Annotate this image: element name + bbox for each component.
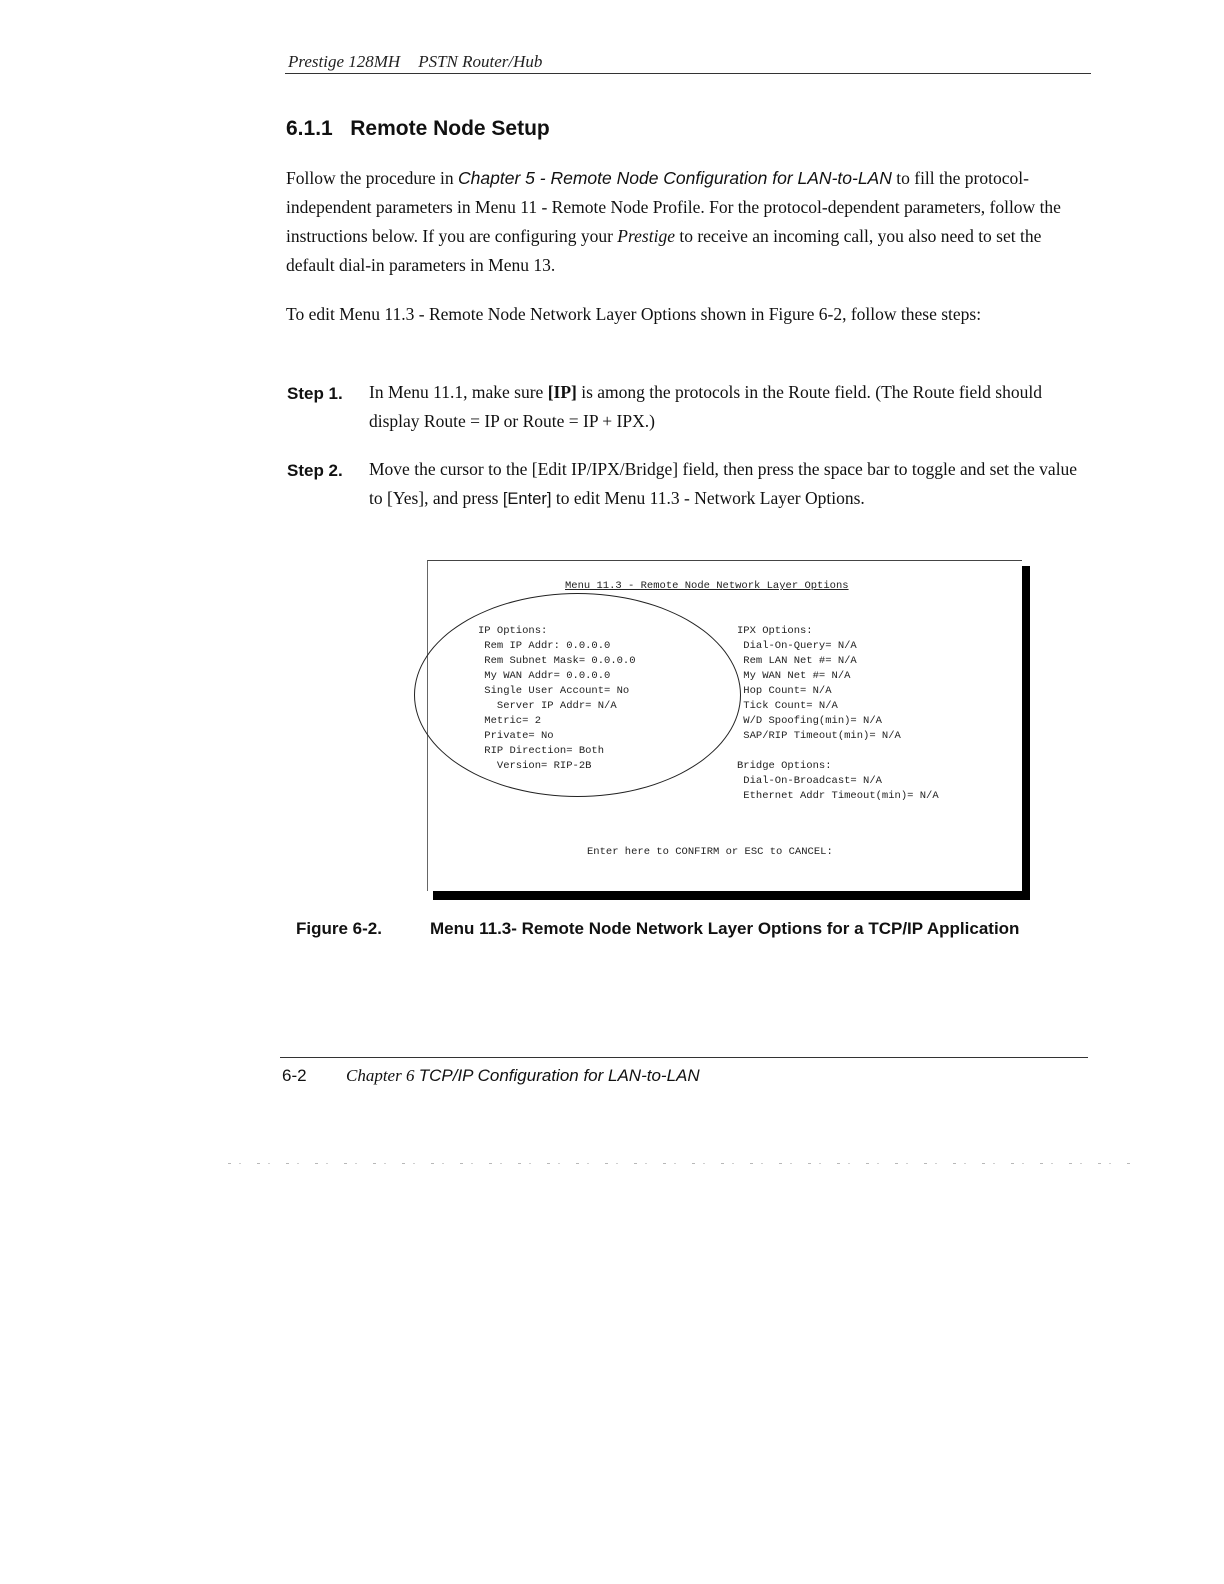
step-1-text bbox=[369, 378, 1094, 436]
figure-caption: Menu 11.3- Remote Node Network Layer Options for a TCP/IP Application bbox=[430, 919, 1020, 938]
footer-chapter bbox=[346, 1066, 700, 1086]
header-subtitle: PSTN Router/Hub bbox=[418, 52, 543, 71]
intro-text-c: to receive an incoming call, you also need to set the default dial-in parameters in Menu 13. bbox=[286, 226, 1042, 275]
screen-menu-title: Menu 11.3 - Remote Node Network Layer Options bbox=[565, 580, 849, 592]
header-product: Prestige 128MH bbox=[288, 52, 401, 71]
ip-options-block: IP Options: Rem IP Addr: 0.0.0.0 Rem Subnet Mask= 0.0.0.0 My WAN Addr= 0.0.0.0 Single User Account= No Server IP Addr= N/A Metric= 2 Private= No RIP Direction= Both Version= RIP-2B bbox=[478, 625, 636, 772]
footer-rule bbox=[280, 1057, 1088, 1058]
step-1-text-b: is among the protocols in the Route field. (The Route field should display Route = IP or Route = IP + IPX.) bbox=[369, 382, 1042, 431]
ipx-bridge-options-block: IPX Options: Dial-On-Query= N/A Rem LAN Net #= N/A My WAN Net #= N/A Hop Count= N/A Tick Count= N/A W/D Spoofing(min)= N/A SAP/RIP Timeout(min)= N/A Bridge Options: Dial-On-Broadcast= N/A Ethernet Addr Timeout(min)= N/A bbox=[737, 625, 939, 802]
figure-label: Figure 6-2. bbox=[296, 919, 382, 938]
step-2-enter-key: [Enter] bbox=[502, 490, 552, 508]
step-2-text bbox=[369, 455, 1094, 514]
intro-text-a: Follow the procedure in bbox=[286, 168, 459, 188]
footer-chapter-title: TCP/IP Configuration for LAN-to-LAN bbox=[418, 1066, 700, 1085]
chapter-reference: Chapter 5 - Remote Node Configuration for LAN-to-LAN bbox=[458, 168, 892, 188]
prestige-term: Prestige bbox=[617, 226, 675, 246]
section-title: Remote Node Setup bbox=[350, 117, 550, 140]
screen-shadow-bottom bbox=[433, 890, 1030, 900]
step-1-text-a: In Menu 11.1, make sure bbox=[369, 382, 548, 402]
confirm-prompt: Enter here to CONFIRM or ESC to CANCEL: bbox=[587, 846, 833, 858]
step-2-text-a: Move the cursor to the [Edit IP/IPX/Bridge] field, then press the space bar to toggle and set the value to [Yes], and press bbox=[369, 459, 1078, 508]
section-heading bbox=[286, 117, 550, 141]
step-2-label: Step 2. bbox=[287, 461, 343, 480]
footer-chapter-word: Chapter 6 bbox=[346, 1066, 415, 1085]
running-header bbox=[288, 52, 542, 72]
highlight-oval bbox=[414, 593, 741, 797]
step-1-label: Step 1. bbox=[287, 384, 343, 403]
step-2-text-b: to edit Menu 11.3 - Network Layer Options. bbox=[551, 488, 865, 508]
intro-text-b: to fill the protocol-independent parameters in Menu 11 - Remote Node Profile. For the protocol-dependent parameters, follow the instructions below. If you are configuring your bbox=[286, 168, 1061, 246]
scan-artifact-line bbox=[228, 1163, 1133, 1164]
intro-paragraph bbox=[286, 164, 1086, 280]
edit-instructions-paragraph: To edit Menu 11.3 - Remote Node Network Layer Options shown in Figure 6-2, follow these steps: bbox=[286, 304, 982, 324]
section-number: 6.1.1 bbox=[286, 117, 333, 140]
screen-shadow-right bbox=[1021, 566, 1030, 900]
page-number: 6-2 bbox=[282, 1066, 307, 1085]
header-rule bbox=[285, 73, 1091, 74]
step-1-ip-bold: [IP] bbox=[547, 382, 577, 402]
